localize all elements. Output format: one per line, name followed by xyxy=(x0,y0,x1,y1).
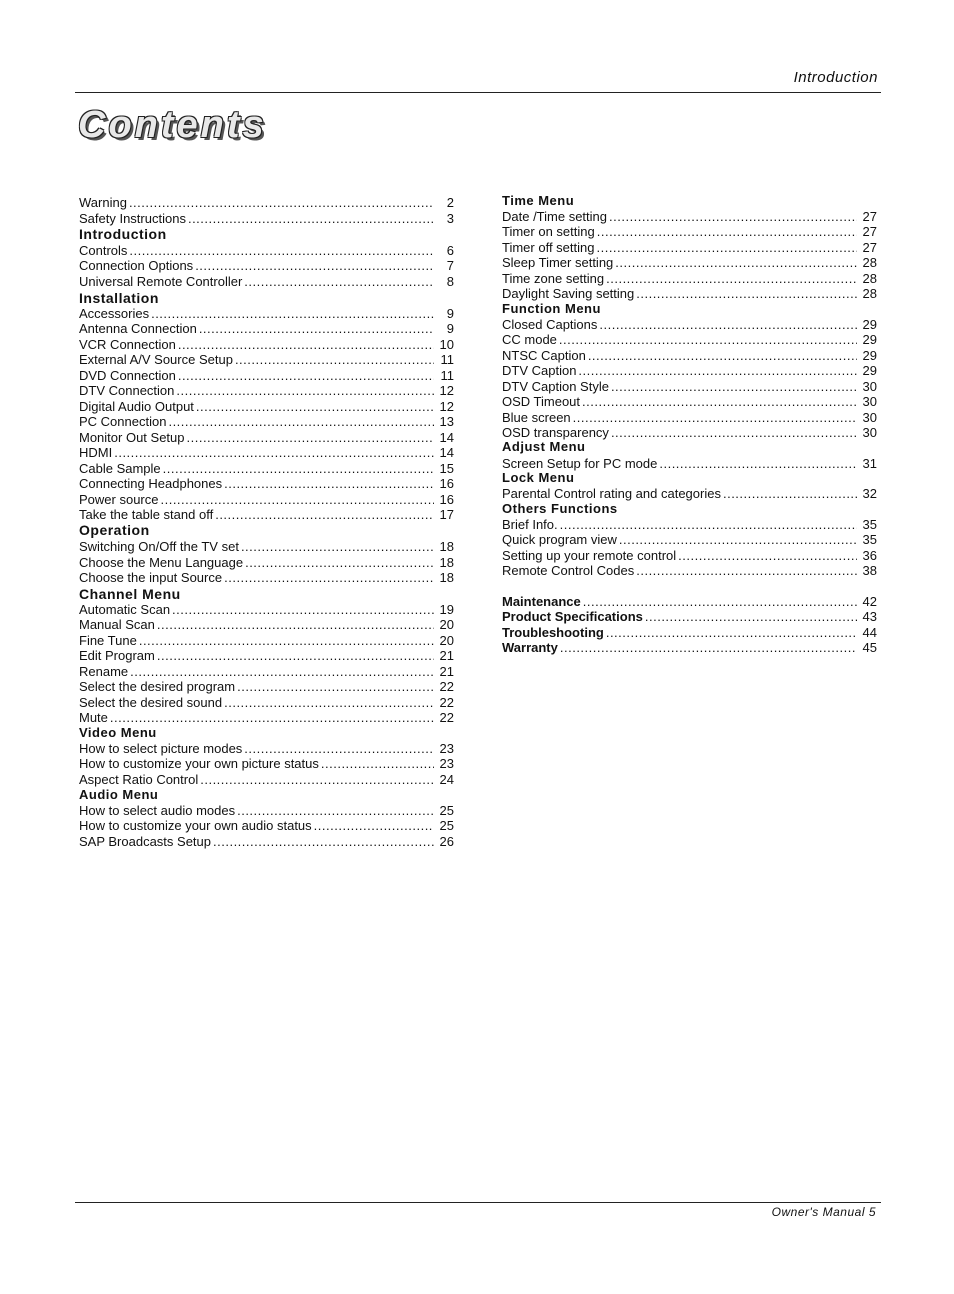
page-number: 13 xyxy=(439,414,454,429)
section-heading-introduction: Introduction xyxy=(79,226,167,242)
page-number: 21 xyxy=(439,648,454,663)
toc-entry-table-stand[interactable]: Take the table stand off ..... 17 xyxy=(79,507,454,523)
page-number: 44 xyxy=(862,625,877,640)
toc-entry-universal-remote[interactable]: Universal Remote Controller ..... 8 xyxy=(79,274,454,290)
toc-entry-digital-audio[interactable]: Digital Audio Output ..... 12 xyxy=(79,399,454,415)
page-number: 11 xyxy=(440,368,454,383)
page-number: 43 xyxy=(862,609,877,624)
page-number: 16 xyxy=(439,476,454,491)
toc-entry-dtv-caption-style[interactable]: DTV Caption Style ..... 30 xyxy=(502,379,877,395)
page-number: 14 xyxy=(439,445,454,460)
page-number: 18 xyxy=(439,570,454,585)
section-heading-lock: Lock Menu xyxy=(502,470,575,485)
section-heading-audio: Audio Menu xyxy=(79,787,159,802)
toc-entry-audio-status[interactable]: How to customize your own audio status ..... 25 xyxy=(79,818,454,834)
header-section-label: Introduction xyxy=(793,69,878,86)
toc-entry-sap[interactable]: SAP Broadcasts Setup ..... 26 xyxy=(79,834,454,850)
page-number: 20 xyxy=(439,633,454,648)
section-heading-function: Function Menu xyxy=(502,301,601,316)
page-number: 23 xyxy=(439,756,454,771)
page-number: 9 xyxy=(446,306,454,321)
toc-entry-select-sound[interactable]: Select the desired sound ..... 22 xyxy=(79,695,454,711)
toc-entry-power-source[interactable]: Power source ..... 16 xyxy=(79,492,454,508)
toc-entry-dtv[interactable]: DTV Connection ..... 12 xyxy=(79,383,454,399)
page-title: Contents xyxy=(78,104,267,146)
page-number: 25 xyxy=(439,818,454,833)
page-number: 28 xyxy=(862,286,877,301)
toc-entry-ntsc-caption[interactable]: NTSC Caption ..... 29 xyxy=(502,348,877,364)
page-number: 12 xyxy=(439,399,454,414)
toc-entry-switching[interactable]: Switching On/Off the TV set ..... 18 xyxy=(79,539,454,555)
toc-entry-quick-view[interactable]: Quick program view ..... 35 xyxy=(502,532,877,548)
page-number: 18 xyxy=(439,555,454,570)
toc-entry-menu-language[interactable]: Choose the Menu Language ..... 18 xyxy=(79,555,454,571)
page-number: 6 xyxy=(446,243,454,258)
page-number: 25 xyxy=(439,803,454,818)
toc-entry-monitor-out[interactable]: Monitor Out Setup ..... 14 xyxy=(79,430,454,446)
toc-entry-audio-modes[interactable]: How to select audio modes ..... 25 xyxy=(79,803,454,819)
page-number: 28 xyxy=(862,255,877,270)
toc-entry-connection-options[interactable]: Connection Options ..... 7 xyxy=(79,258,454,274)
page-number: 23 xyxy=(439,741,454,756)
footer-page-label: Owner's Manual 5 xyxy=(771,1205,876,1219)
page-number: 9 xyxy=(446,321,454,336)
section-heading-installation: Installation xyxy=(79,290,159,306)
toc-entry-cc-mode[interactable]: CC mode ..... 29 xyxy=(502,332,877,348)
toc-entry-osd-timeout[interactable]: OSD Timeout ..... 30 xyxy=(502,394,877,410)
page-number: 29 xyxy=(862,317,877,332)
toc-entry-aspect-ratio[interactable]: Aspect Ratio Control ..... 24 xyxy=(79,772,454,788)
section-heading-others: Others Functions xyxy=(502,501,618,516)
top-divider xyxy=(75,92,881,93)
page-number: 22 xyxy=(439,679,454,694)
toc-entry-remote-codes[interactable]: Remote Control Codes ..... 38 xyxy=(502,563,877,579)
page-number: 24 xyxy=(439,772,454,787)
toc-entry-vcr[interactable]: VCR Connection ..... 10 xyxy=(79,337,454,353)
toc-entry-manual-scan[interactable]: Manual Scan ..... 20 xyxy=(79,617,454,633)
page-number: 14 xyxy=(439,430,454,445)
toc-entry-hdmi[interactable]: HDMI ..... 14 xyxy=(79,445,454,461)
toc-entry-antenna[interactable]: Antenna Connection ..... 9 xyxy=(79,321,454,337)
page-number: 30 xyxy=(862,410,877,425)
toc-entry-brief-info[interactable]: Brief Info. ..... 35 xyxy=(502,517,877,533)
toc-entry-daylight[interactable]: Daylight Saving setting ..... 28 xyxy=(502,286,877,302)
toc-entry-input-source[interactable]: Choose the input Source ..... 18 xyxy=(79,570,454,586)
toc-entry-time-zone[interactable]: Time zone setting ..... 28 xyxy=(502,271,877,287)
section-heading-adjust: Adjust Menu xyxy=(502,439,586,454)
page-number: 19 xyxy=(439,602,454,617)
toc-entry-closed-captions[interactable]: Closed Captions ..... 29 xyxy=(502,317,877,333)
page-number: 27 xyxy=(862,209,877,224)
page-number: 36 xyxy=(862,548,877,563)
toc-entry-parental[interactable]: Parental Control rating and categories ..... 32 xyxy=(502,486,877,502)
toc-entry-picture-status[interactable]: How to customize your own picture status ..... 23 xyxy=(79,756,454,772)
page-number: 35 xyxy=(862,532,877,547)
page-number: 7 xyxy=(446,258,454,273)
page-number: 12 xyxy=(439,383,454,398)
page-number: 27 xyxy=(862,240,877,255)
page-number: 18 xyxy=(439,539,454,554)
toc-entry-warranty[interactable]: Warranty ..... 45 xyxy=(502,640,877,656)
toc-entry-specifications[interactable]: Product Specifications ..... 43 xyxy=(502,609,877,625)
page-number: 17 xyxy=(439,507,454,522)
toc-entry-cable-sample[interactable]: Cable Sample ..... 15 xyxy=(79,461,454,477)
section-heading-video: Video Menu xyxy=(79,725,157,740)
toc-entry-troubleshooting[interactable]: Troubleshooting ..... 44 xyxy=(502,625,877,641)
page-number: 30 xyxy=(862,394,877,409)
toc-entry-maintenance[interactable]: Maintenance ..... 42 xyxy=(502,594,877,610)
toc-entry-picture-modes[interactable]: How to select picture modes ..... 23 xyxy=(79,741,454,757)
toc-entry-fine-tune[interactable]: Fine Tune ..... 20 xyxy=(79,633,454,649)
section-heading-time: Time Menu xyxy=(502,193,575,208)
page-number: 29 xyxy=(862,348,877,363)
page-number: 21 xyxy=(439,664,454,679)
page-number: 22 xyxy=(439,695,454,710)
page-number: 38 xyxy=(862,563,877,578)
toc-entry-timer-on[interactable]: Timer on setting ..... 27 xyxy=(502,224,877,240)
bottom-divider xyxy=(75,1202,881,1203)
toc-entry-screen-setup[interactable]: Screen Setup for PC mode ..... 31 xyxy=(502,456,877,472)
page-number: 11 xyxy=(440,352,454,367)
toc-entry-controls[interactable]: Controls ..... 6 xyxy=(79,243,454,259)
toc-entry-remote-setup[interactable]: Setting up your remote control ..... 36 xyxy=(502,548,877,564)
toc-entry-accessories[interactable]: Accessories ..... 9 xyxy=(79,306,454,322)
page-number: 26 xyxy=(439,834,454,849)
toc-entry-auto-scan[interactable]: Automatic Scan ..... 19 xyxy=(79,602,454,618)
page-number: 3 xyxy=(446,211,454,226)
page-number: 20 xyxy=(439,617,454,632)
toc-entry-headphones[interactable]: Connecting Headphones ..... 16 xyxy=(79,476,454,492)
toc-entry-select-program[interactable]: Select the desired program ..... 22 xyxy=(79,679,454,695)
page-number: 29 xyxy=(862,332,877,347)
toc-entry-safety[interactable]: Safety Instructions ..... 3 xyxy=(79,211,454,227)
page-number: 22 xyxy=(439,710,454,725)
page-number: 35 xyxy=(862,517,877,532)
toc-entry-date-time[interactable]: Date /Time setting ..... 27 xyxy=(502,209,877,225)
page-number: 31 xyxy=(862,456,877,471)
toc-entry-rename[interactable]: Rename ..... 21 xyxy=(79,664,454,680)
toc-entry-external-av[interactable]: External A/V Source Setup ..... 11 xyxy=(79,352,454,368)
toc-entry-warning[interactable]: Warning ..... 2 xyxy=(79,195,454,211)
page-number: 45 xyxy=(862,640,877,655)
page-number: 30 xyxy=(862,379,877,394)
page-number: 29 xyxy=(862,363,877,378)
page-number: 32 xyxy=(862,486,877,501)
page-number: 30 xyxy=(862,425,877,440)
toc-entry-pc[interactable]: PC Connection ..... 13 xyxy=(79,414,454,430)
toc-entry-dtv-caption[interactable]: DTV Caption ..... 29 xyxy=(502,363,877,379)
section-heading-operation: Operation xyxy=(79,522,150,538)
page-number: 42 xyxy=(862,594,877,609)
page-number: 28 xyxy=(862,271,877,286)
toc-entry-blue-screen[interactable]: Blue screen ..... 30 xyxy=(502,410,877,426)
toc-entry-timer-off[interactable]: Timer off setting ..... 27 xyxy=(502,240,877,256)
page-number: 2 xyxy=(446,195,454,210)
toc-entry-sleep-timer[interactable]: Sleep Timer setting ..... 28 xyxy=(502,255,877,271)
toc-entry-osd-transparency[interactable]: OSD transparency ..... 30 xyxy=(502,425,877,441)
page-number: 10 xyxy=(439,337,454,352)
page-number: 8 xyxy=(446,274,454,289)
toc-entry-mute[interactable]: Mute ..... 22 xyxy=(79,710,454,726)
toc-entry-dvd[interactable]: DVD Connection ..... 11 xyxy=(79,368,454,384)
page-number: 15 xyxy=(439,461,454,476)
page-number: 16 xyxy=(439,492,454,507)
page-number: 27 xyxy=(862,224,877,239)
section-heading-channel: Channel Menu xyxy=(79,586,181,602)
toc-entry-edit-program[interactable]: Edit Program ..... 21 xyxy=(79,648,454,664)
